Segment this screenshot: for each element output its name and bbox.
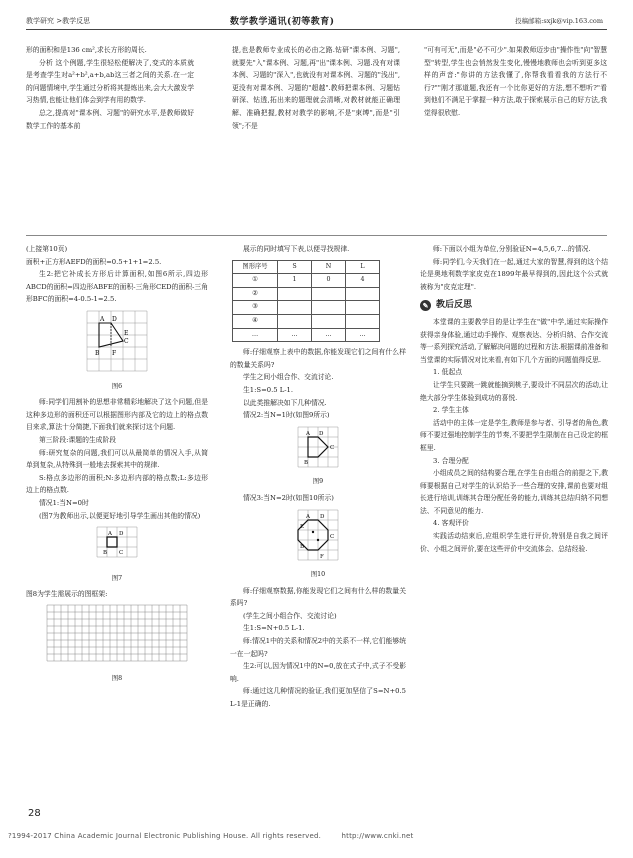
grid-figure-9 bbox=[296, 425, 340, 469]
table-row bbox=[233, 314, 380, 328]
paragraph: "可有可无",而是"必不可少".如果教师迈步由"操作性"向"智慧型"转型,学生也会悄然发生变化,慢慢地教师也会听到更多这样的声音:"你讲的方法我懂了,你帮我看看我的方法行不行?""刚才那道题,我还有一个比你更好的方法,想不想听?"看到他们不满足于掌握一种方法,敢于探索展示自己的好方法,我觉得很欣慰. bbox=[424, 46, 607, 117]
paragraph: 小组成员之间的结构要合理,在学生自由组合的前提之下,教师要根据自己对学生的认识给予一些合理的安排,课前也要对组长进行培训,训练其合理分配任务的能力,训练其总结归纳不同想法、不同意见的能力. bbox=[420, 469, 608, 515]
table-cell: … bbox=[233, 328, 278, 342]
column-c bbox=[420, 243, 608, 555]
table-cell bbox=[312, 301, 346, 315]
section-heading bbox=[420, 299, 608, 312]
table-cell: ④ bbox=[233, 314, 278, 328]
paragraph: 生1:S=0.5 L-1. bbox=[243, 385, 294, 394]
paragraph: 分析 这个例题,学生很轻松便解决了,变式的本质就是考查学生对a²+b²,a+b,ab这三者之间的关系.在一定的问题情境中,学生通过分析将其提炼出来,会大大激发学习热情,也能让他们体会到学有用的数学. bbox=[26, 58, 194, 105]
table-cell: 4 bbox=[346, 274, 380, 288]
table-cell bbox=[278, 301, 312, 315]
column-header: L bbox=[346, 260, 380, 274]
paragraph: 情况1:当N=0时 bbox=[39, 498, 89, 507]
table-row bbox=[233, 301, 380, 315]
column-header: S bbox=[278, 260, 312, 274]
table-cell: … bbox=[346, 328, 380, 342]
paragraph: 形的面积和是136 cm²,求长方形的周长. bbox=[26, 46, 147, 54]
figure-caption: 图10 bbox=[310, 571, 326, 579]
table-row bbox=[233, 287, 380, 301]
table-cell bbox=[278, 287, 312, 301]
figure-6 bbox=[26, 309, 208, 393]
label-a: A bbox=[108, 531, 112, 538]
top-column-1 bbox=[26, 44, 194, 132]
label-b: B bbox=[95, 349, 100, 357]
top-column-2 bbox=[232, 44, 400, 132]
paragraph: 实践活动结束后,应组织学生进行评价,特别是自我之间评价、小组之间评价,要在这些评价中交流体会、总结经验. bbox=[420, 532, 608, 553]
label-d: D bbox=[112, 315, 117, 323]
paragraph: 提,也是教师专业成长的必由之路.钻研"课本例、习题",就要先"入"课本例、习题,再"出"课本例、习题.没有对课本例、习题的"深入",也就没有对课本例、习题的"浅出",更没有对课本例、习题的"超越".教师把课本例、习题钻研深、钻透,拓出来的题理就会清晰,对教材就能正确理解、准确把握,教材对教学的影响,不是"束缚",而是"引领";不是 bbox=[232, 46, 400, 130]
label-c: C bbox=[330, 533, 335, 540]
paragraph: 图8为学生需展示的图框架: bbox=[26, 590, 108, 599]
figure-caption: 图9 bbox=[312, 478, 324, 486]
paragraph: 生2:把它补成长方形后计算面积,如图6所示,四边形ABCD的面积=四边形ABFE的面积-三角形CED的面积-三角形BFC的面积=4-0.5-1=2.5. bbox=[26, 270, 208, 304]
table-cell: … bbox=[312, 328, 346, 342]
paragraph: 第三阶段:课题的生成阶段 bbox=[39, 435, 117, 444]
label-d: D bbox=[319, 430, 324, 437]
subheading: 4. 客观评价 bbox=[433, 519, 469, 528]
label-a: A bbox=[100, 315, 105, 323]
table-cell bbox=[312, 287, 346, 301]
data-table bbox=[232, 260, 380, 343]
table-cell bbox=[278, 314, 312, 328]
table-cell: … bbox=[278, 328, 312, 342]
figure-9 bbox=[230, 425, 406, 489]
table-cell bbox=[346, 314, 380, 328]
column-header: N bbox=[312, 260, 346, 274]
column-a bbox=[26, 243, 208, 689]
label-a: A bbox=[306, 430, 310, 437]
paragraph: 生1:S=N+0.5 L-1. bbox=[243, 624, 305, 633]
paragraph: 师:情况1中的关系和情况2中的关系不一样,它们能够统一在一起吗? bbox=[230, 637, 406, 658]
label-f: F bbox=[320, 553, 324, 560]
subheading: 1. 低起点 bbox=[433, 368, 463, 377]
paragraph: 以此类推解决如下几种情况. bbox=[243, 398, 327, 407]
paragraph: 学生之间小组合作、交流讨论. bbox=[243, 373, 334, 382]
column-header: 图形序号 bbox=[233, 260, 278, 274]
header-section: 教学研究 >教学反思 bbox=[26, 17, 91, 25]
paragraph: 师:研究复杂的问题,我们可以从最简单的情况入手,从简单到复杂,从特殊到一般地去探索其中的规律. bbox=[26, 448, 208, 470]
paragraph: 师:下面以小组为单位,分别验证N=4,5,6,7…的情况. bbox=[433, 245, 591, 253]
label-e: E bbox=[124, 329, 129, 337]
section-divider bbox=[26, 235, 607, 236]
table-header-row bbox=[233, 260, 380, 274]
journal-title: 数学教学通讯(初等教育) bbox=[230, 17, 335, 27]
continued-note: (上接第10页) bbox=[26, 245, 68, 253]
table-row bbox=[233, 274, 380, 288]
paragraph: 总之,提高对"课本例、习题"的研究水平,是教师做好数学工作的基本前 bbox=[26, 108, 194, 130]
table-cell: ① bbox=[233, 274, 278, 288]
table-cell bbox=[346, 301, 380, 315]
paragraph: 师:同学们用割补的思想非常精彩地解决了这个问题,但是这种多边形的面积还可以根据图形内部及它的边上的格点数目来求,算法十分简捷,下面我们就来探讨这个问题. bbox=[26, 398, 208, 432]
subheading: 2. 学生主体 bbox=[433, 406, 469, 415]
column-b bbox=[230, 243, 406, 711]
label-c: C bbox=[124, 337, 129, 345]
label-c: C bbox=[330, 444, 335, 451]
grid-figure-7 bbox=[95, 525, 139, 565]
paragraph: 师:通过这几种情况的验证,我们更加坚信了S=N+0.5 L-1是正确的. bbox=[230, 687, 406, 709]
table-cell: ③ bbox=[233, 301, 278, 315]
paragraph: S:格点多边形的面积;N:多边形内部的格点数;L:多边形边上的格点数. bbox=[26, 473, 208, 495]
grid-figure-10 bbox=[294, 508, 342, 562]
footer bbox=[8, 832, 414, 840]
figure-7 bbox=[26, 525, 208, 585]
paragraph: 师:仔细观察上表中的数据,你能发现它们之间有什么样的数量关系吗? bbox=[230, 348, 406, 369]
section-pen-icon: ✎ bbox=[420, 300, 431, 311]
paragraph: (学生之间小组合作、交流讨论) bbox=[243, 611, 337, 620]
header-email: 投稿邮箱:sxjk@vip.163.com bbox=[515, 17, 603, 25]
paragraph: 师:同学们,今天我们在一起,通过大家的智慧,得到的这个结论是奥地利数学家皮克在1899年最早得到的,因此这个公式就被称为"皮克定理". bbox=[420, 257, 608, 291]
label-e: E bbox=[300, 523, 305, 530]
grid-figure-6 bbox=[85, 309, 149, 373]
figure-8 bbox=[26, 604, 208, 686]
table-row bbox=[233, 328, 380, 342]
label-a: A bbox=[306, 513, 310, 520]
section-title: 教后反思 bbox=[436, 300, 473, 311]
paragraph: 活动中的主体一定是学生,教师是参与者、引导者的角色,教师不要过强地控制学生的节奏,不要把学生限制在自己设定的框框里. bbox=[420, 418, 608, 452]
label-f: F bbox=[112, 349, 117, 357]
label-b: B bbox=[304, 459, 309, 466]
footer-url: http://www.cnki.net bbox=[341, 832, 414, 840]
page-number: 28 bbox=[28, 808, 41, 819]
paragraph: 师:仔细观察数据,你能发现它们之间有什么样的数量关系吗? bbox=[230, 586, 406, 608]
paragraph: 生2:可以,因为情况1中的N=0,放在式子中,式子不受影响. bbox=[230, 662, 406, 683]
figure-10 bbox=[230, 508, 406, 582]
figure-caption: 图7 bbox=[111, 574, 123, 582]
figure-caption: 图6 bbox=[111, 382, 123, 390]
paragraph: 让学生只要跳一跳就能摘到桃子,要设计不同层次的活动,让绝大部分学生体验到成功的喜悦. bbox=[420, 380, 608, 402]
grid-figure-8 bbox=[46, 604, 188, 666]
label-c: C bbox=[119, 550, 124, 557]
header-rule bbox=[26, 29, 607, 30]
paragraph: 面积+正方形AEFD的面积=0.5+1+1=2.5. bbox=[26, 257, 162, 266]
paragraph: 情况2:当N=1时(如图9所示) bbox=[243, 411, 330, 420]
paragraph: (图7为教师出示,以便更好地引导学生画出其他的情况) bbox=[39, 511, 201, 520]
label-b: B bbox=[103, 550, 108, 557]
paragraph: 情况3:当N=2时(如图10所示) bbox=[243, 493, 334, 502]
table-cell bbox=[346, 287, 380, 301]
subheading: 3. 合理分配 bbox=[433, 456, 469, 465]
table-cell bbox=[312, 314, 346, 328]
paragraph: 展示的同时填写下表,以便寻找规律. bbox=[243, 245, 350, 253]
table-cell: 1 bbox=[278, 274, 312, 288]
figure-caption: 图8 bbox=[111, 675, 123, 683]
table-cell: 0 bbox=[312, 274, 346, 288]
table-cell: ② bbox=[233, 287, 278, 301]
footer-copyright: ?1994-2017 China Academic Journal Electronic Publishing House. All rights reserved. bbox=[8, 832, 322, 840]
label-b: B bbox=[300, 543, 305, 550]
page-header bbox=[0, 0, 633, 40]
top-column-3 bbox=[424, 44, 607, 120]
label-d: D bbox=[320, 513, 325, 520]
paragraph: 本堂课的主要教学目的是让学生在"做"中学,通过实际操作获得亲身体验,通过动手操作、观察表达、分析归纳、合作交流等一系列探究活动,了解解决问题的过程和方法.根据课前准备和当堂课的实际情况对比来看,有如下几个方面的问题值得反思. bbox=[420, 317, 608, 364]
label-d: D bbox=[119, 531, 124, 538]
